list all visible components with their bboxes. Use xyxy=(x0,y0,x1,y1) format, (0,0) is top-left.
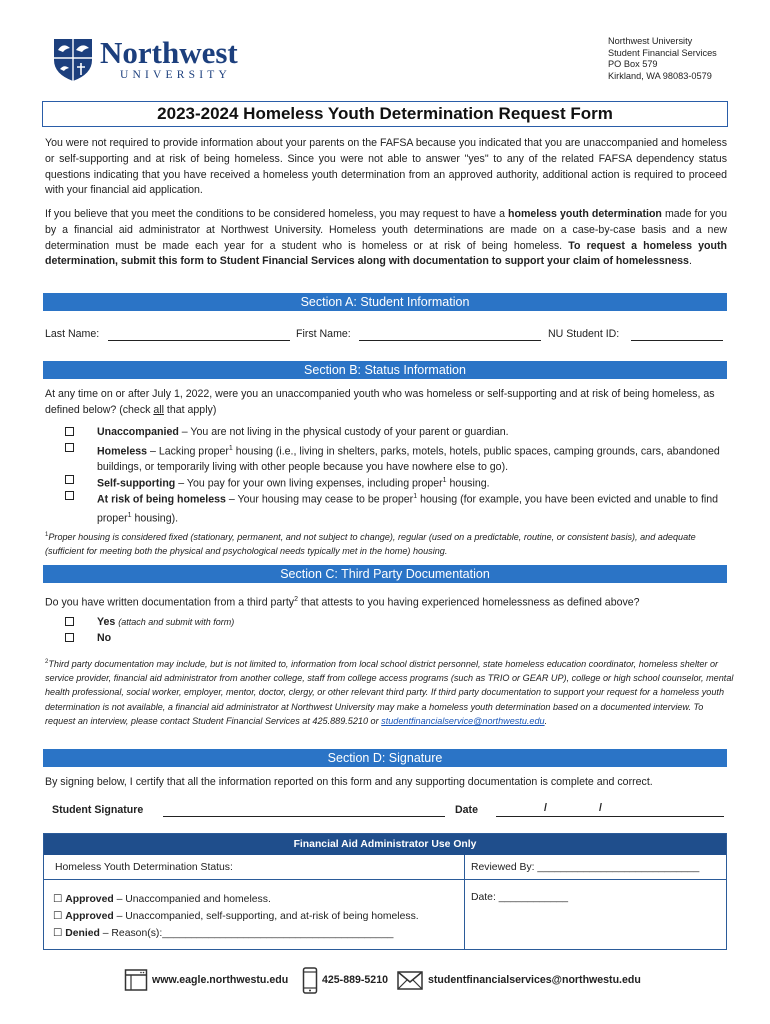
footnote-1 xyxy=(45,528,735,558)
option-desc: housing (i.e., living in shelters, parks, motels, hotels, public spaces, camping grounds, cars, abandoned buildings, or temporarily living with other people because you have nowhere else to go). xyxy=(97,445,720,474)
footnote-ref: 1 xyxy=(127,512,132,520)
envelope-icon xyxy=(397,971,423,990)
checkbox-icon: ☐ xyxy=(53,911,63,922)
section-a-heading: Section A: Student Information xyxy=(43,293,727,311)
student-id-label: NU Student ID: xyxy=(548,328,620,340)
homeless-checkbox[interactable] xyxy=(65,443,74,452)
browser-icon xyxy=(124,968,148,992)
question-text: Do you have written documentation from a third party xyxy=(45,596,295,609)
admin-heading: Financial Aid Administrator Use Only xyxy=(44,834,726,855)
option-desc: – You pay for your own living expenses, including proper xyxy=(175,477,443,490)
yes-note: (attach and submit with form) xyxy=(118,617,235,627)
intro-paragraph-1: You were not required to provide information about your parents on the FAFSA because you indicated that you are unaccompanied and homeless or self-supporting and at risk of being homeless. Since you were not able to answer "yes" to any of the related FAFSA dependency status questions indicating that you have received a homeless youth determination from an approved authority, additional action is required to proceed with your financial aid application. xyxy=(45,137,727,197)
first-name-field[interactable] xyxy=(359,340,541,341)
option-desc: housing (for example, you have been evicted and unable to find proper xyxy=(97,493,719,525)
address-line: PO Box 579 xyxy=(608,59,658,69)
option-yes xyxy=(97,615,727,631)
footnote-text: Proper housing is considered fixed (stationary, permanent, and not subject to change), regular (used on a predictable, routine, or consistent basis), and adequate (sufficient for meeting both the physical and psychological needs typically met in the home) housing. xyxy=(45,532,696,557)
status-question xyxy=(45,387,727,419)
option-term: Approved xyxy=(65,911,114,922)
university-logo xyxy=(52,36,242,86)
footnote-ref: 1 xyxy=(442,477,447,484)
yes-label: Yes xyxy=(97,616,116,628)
section-b-heading: Section B: Status Information xyxy=(43,361,727,379)
last-name-label: Last Name: xyxy=(45,328,100,340)
option-at-risk xyxy=(97,489,727,528)
self-supporting-checkbox[interactable] xyxy=(65,475,74,484)
option-desc: – Your housing may cease to be proper xyxy=(225,493,414,506)
option-desc: – Lacking proper xyxy=(147,445,229,458)
footnote-ref: 1 xyxy=(228,445,233,452)
question-text: At any time on or after July 1, 2022, were you an unaccompanied youth who was homeless or self-supporting and at risk of being homeless, as defined below? (check xyxy=(45,388,715,416)
signature-field[interactable] xyxy=(163,816,445,817)
question-all: all xyxy=(153,403,164,416)
denied-option[interactable] xyxy=(53,925,393,942)
option-desc: housing). xyxy=(131,512,179,525)
option-desc: – Unaccompanied and homeless. xyxy=(113,894,271,905)
option-term: Self-supporting xyxy=(97,477,176,490)
certification-statement: By signing below, I certify that all the information reported on this form and any supporting documentation is complete and correct. xyxy=(45,776,653,788)
question-text: that attests to you having experienced homelessness as defined above? xyxy=(297,596,640,609)
section-c-heading: Section C: Third Party Documentation xyxy=(43,565,727,583)
student-id-field[interactable] xyxy=(631,340,723,341)
date-separator: / xyxy=(544,802,547,814)
date-field[interactable] xyxy=(496,816,724,817)
last-name-field[interactable] xyxy=(108,340,290,341)
intro-instruction: To request a homeless youth determination, submit this form to Student Financial Services along with documentation to support your claim of homelessness xyxy=(45,239,728,268)
option-unaccompanied xyxy=(97,425,727,441)
no-label: No xyxy=(97,632,112,644)
approved-at-risk-option[interactable] xyxy=(53,908,419,925)
form-title: 2023-2024 Homeless Youth Determination Request Form xyxy=(42,101,728,127)
intro-emphasis: homeless youth determination xyxy=(508,208,662,220)
option-desc: housing. xyxy=(446,477,490,490)
footnote-text: . xyxy=(544,715,548,726)
logo-wordmark: Northwest xyxy=(100,35,238,70)
option-term: Homeless xyxy=(97,445,148,458)
status-label: Homeless Youth Determination Status: xyxy=(55,862,233,873)
documentation-question xyxy=(45,592,727,611)
option-term: Approved xyxy=(65,894,114,905)
yes-checkbox[interactable] xyxy=(65,617,74,626)
approved-homeless-option[interactable] xyxy=(53,891,271,908)
option-homeless xyxy=(97,441,727,476)
unaccompanied-checkbox[interactable] xyxy=(65,427,74,436)
checkbox-icon: ☐ xyxy=(53,894,63,905)
footnote-marker: 1 xyxy=(45,532,49,538)
signature-label: Student Signature xyxy=(52,804,144,816)
footnote-2 xyxy=(45,655,735,728)
phone-icon xyxy=(302,967,318,994)
at-risk-checkbox[interactable] xyxy=(65,491,74,500)
logo-subtitle: UNIVERSITY xyxy=(120,69,231,81)
phone-number[interactable]: 425-889-5210 xyxy=(322,974,388,986)
checkbox-icon: ☐ xyxy=(53,928,63,939)
admin-column-divider xyxy=(464,855,465,949)
address-line: Northwest University xyxy=(608,36,693,46)
intro-paragraph-2 xyxy=(45,207,727,270)
footnote-ref: 2 xyxy=(294,596,298,603)
footnote-ref: 1 xyxy=(413,493,418,500)
address-line: Kirkland, WA 98083-0579 xyxy=(608,70,712,81)
shield-logo-icon xyxy=(52,36,94,82)
mailing-address xyxy=(608,36,717,82)
option-desc: – Unaccompanied, self-supporting, and at-risk of being homeless. xyxy=(113,911,419,922)
intro-text: If you believe that you meet the conditions to be considered homeless, you may request to have a xyxy=(45,208,509,220)
date-label: Date xyxy=(455,804,478,816)
email-link[interactable]: studentfinancialservice@northwestu.edu xyxy=(381,715,545,726)
no-checkbox[interactable] xyxy=(65,633,74,642)
section-d-heading: Section D: Signature xyxy=(43,749,727,767)
contact-footer xyxy=(0,966,770,996)
option-term: At risk of being homeless xyxy=(97,493,226,506)
intro-text: . xyxy=(688,255,692,268)
question-text: that apply) xyxy=(163,403,217,416)
first-name-label: First Name: xyxy=(296,328,351,340)
admin-date-field[interactable]: Date: ____________ xyxy=(471,892,569,903)
option-desc: – Reason(s):________________________________________ xyxy=(99,928,394,939)
reviewed-by-field[interactable]: Reviewed By: ____________________________ xyxy=(471,862,700,873)
footnote-text: Third party documentation may include, but is not limited to, information from local school district personnel, state homeless education coordinator, homeless shelter or service provider, financial aid administrator from another college, staff from college access programs (such as TRIO or GEAR UP), college or high school counselor, mental health professional, social worker, employer, mentor, doctor, clergy, or other relevant third party. If third party documentation to support your request for a homeless youth determination is not available, a financial aid administrator at Northwest University may make a homeless youth determination based on a documented interview. To request an interview, please contact Student Financial Services at 425.889.5210 or xyxy=(45,659,734,726)
option-term: Denied xyxy=(65,928,100,939)
admin-divider xyxy=(44,879,726,880)
admin-use-box xyxy=(43,833,727,950)
email-address[interactable]: studentfinancialservices@northwestu.edu xyxy=(428,974,641,986)
address-line: Student Financial Services xyxy=(608,47,717,58)
website-link[interactable]: www.eagle.northwestu.edu xyxy=(152,974,289,986)
option-desc: – You are not living in the physical custody of your parent or guardian. xyxy=(178,426,509,438)
intro-text: made for you by a financial aid administrator at Northwest University. Homeless youth determinations are made on a case-by-case basis and a new determination must be made each year for a student who is homeless or at risk of being homeless. xyxy=(45,208,728,252)
option-term: Unaccompanied xyxy=(97,426,179,438)
footnote-marker: 2 xyxy=(45,659,49,665)
option-no xyxy=(97,631,727,647)
date-separator: / xyxy=(599,802,602,814)
